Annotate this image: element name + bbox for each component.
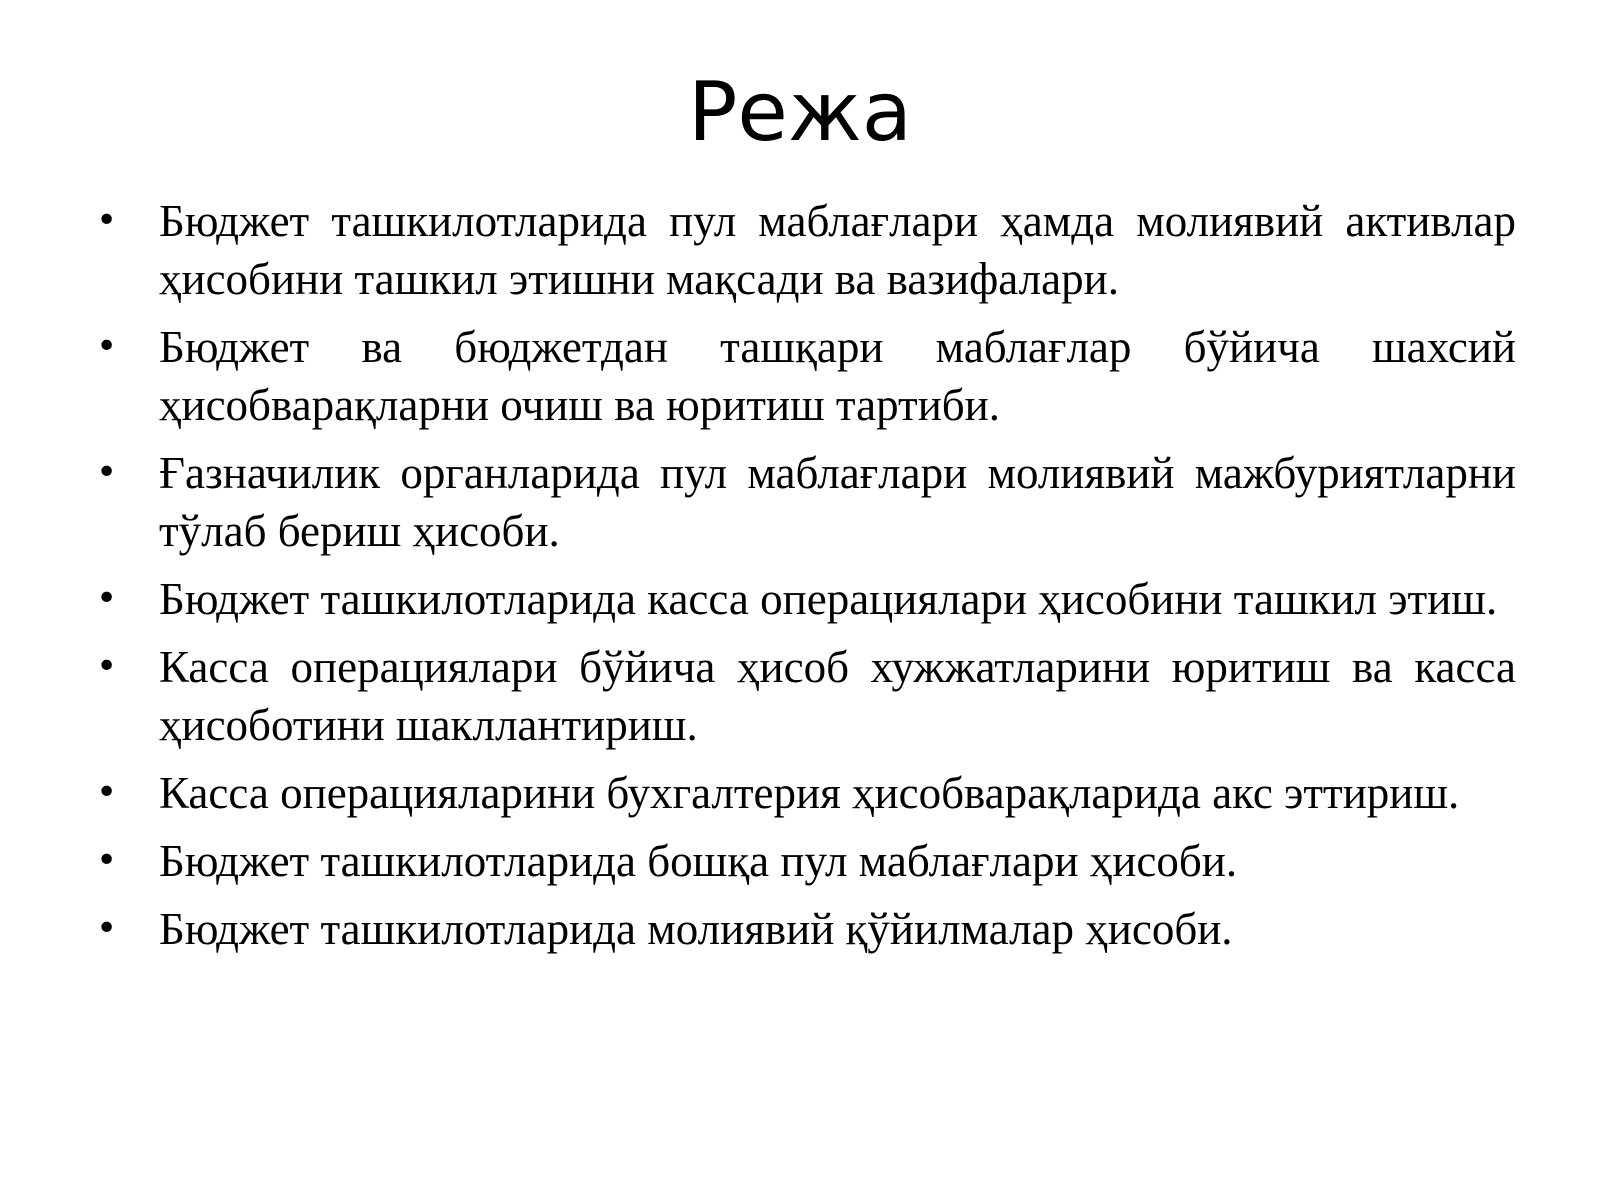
bullet-text: Бюджет ва бюджетдан ташқари маблағлар бўйича шахсий ҳисобварақларни очиш ва юритиш тартиби. <box>159 322 1516 430</box>
bullet-icon: • <box>96 772 118 813</box>
bullet-list <box>96 192 1516 968</box>
bullet-text: Бюджет ташкилотларида бошқа пул маблағлари ҳисоби. <box>159 836 1238 886</box>
bullet-item-2 <box>96 318 1516 434</box>
bullet-icon: • <box>96 908 118 949</box>
bullet-icon: • <box>96 578 118 619</box>
bullet-icon: • <box>96 200 118 241</box>
bullet-item-7 <box>96 832 1516 890</box>
bullet-text: Ғазначилик органларида пул маблағлари молиявий мажбуриятларни тўлаб бериш ҳисоби. <box>159 448 1516 556</box>
bullet-icon: • <box>96 646 118 687</box>
bullet-icon: • <box>96 326 118 367</box>
bullet-text: Бюджет ташкилотларида касса операциялари ҳисобини ташкил этиш. <box>159 574 1498 624</box>
bullet-text: Бюджет ташкилотларида пул маблағлари ҳамда молиявий активлар ҳисобини ташкил этишни мақсади ва вазифалари. <box>159 196 1516 304</box>
bullet-item-4 <box>96 570 1516 628</box>
bullet-icon: • <box>96 840 118 881</box>
bullet-item-3 <box>96 444 1516 560</box>
bullet-text: Касса операциялари бўйича ҳисоб хужжатларини юритиш ва касса ҳисоботини шакллантириш. <box>159 642 1516 750</box>
bullet-text: Бюджет ташкилотларида молиявий қўйилмалар ҳисоби. <box>159 904 1233 954</box>
bullet-text: Касса операцияларини бухгалтерия ҳисобварақларида акс эттириш. <box>159 768 1460 818</box>
bullet-item-8 <box>96 900 1516 958</box>
bullet-item-1 <box>96 192 1516 308</box>
bullet-item-6 <box>96 764 1516 822</box>
bullet-item-5 <box>96 638 1516 754</box>
bullet-icon: • <box>96 452 118 493</box>
slide-title: Режа <box>687 65 913 160</box>
